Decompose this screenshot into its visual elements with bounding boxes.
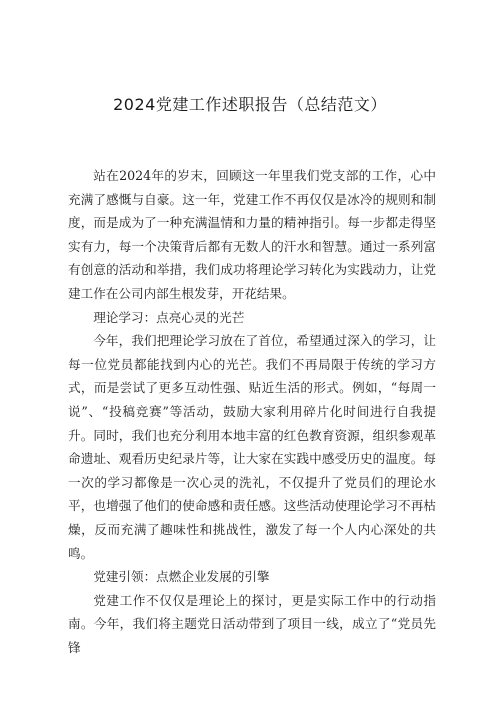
section-heading-leadership: 党建引领：点燃企业发展的引擎 [93,569,270,585]
paragraph-leadership: 党建工作不仅仅是理论上的探讨，更是实际工作中的行动指南。今年，我们将主题党日活动带到了项目一线，成立了“党员先锋 [68,592,436,655]
document-body [68,164,436,659]
document-title: 2024党建工作述职报告（总结范文） [113,95,387,114]
section-heading-theory: 理论学习：点亮心灵的光芒 [93,309,245,325]
paragraph-intro: 站在2024年的岁末，回顾这一年里我们党支部的工作，心中充满了感慨与自豪。这一年，党建工作不再仅仅是冰冷的规则和制度，而是成为了一种充满温情和力量的精神指引。每一步都走得坚实有力，每一个决策背后都有无数人的汗水和智慧。通过一系列富有创意的活动和举措，我们成功将理论学习转化为实践动力，让党建工作在公司内部生根发芽，开花结果。 [68,168,436,301]
paragraph-theory: 今年，我们把理论学习放在了首位，希望通过深入的学习，让每一位党员都能找到内心的光芒。我们不再局限于传统的学习方式，而是尝试了更多互动性强、贴近生活的形式。例如，“每周一说”、“投稿竞赛”等活动，鼓励大家利用碎片化时间进行自我提升。同时，我们也充分利用本地丰富的红色教育资源，组织参观革命遗址、观看历史纪录片等，让大家在实践中感受历史的温度。每一次的学习都像是一次心灵的洗礼，不仅提升了党员们的理论水平，也增强了他们的使命感和责任感。这些活动使理论学习不再枯燥，反而充满了趣味性和挑战性，激发了每一个人内心深处的共鸣。 [68,333,436,561]
